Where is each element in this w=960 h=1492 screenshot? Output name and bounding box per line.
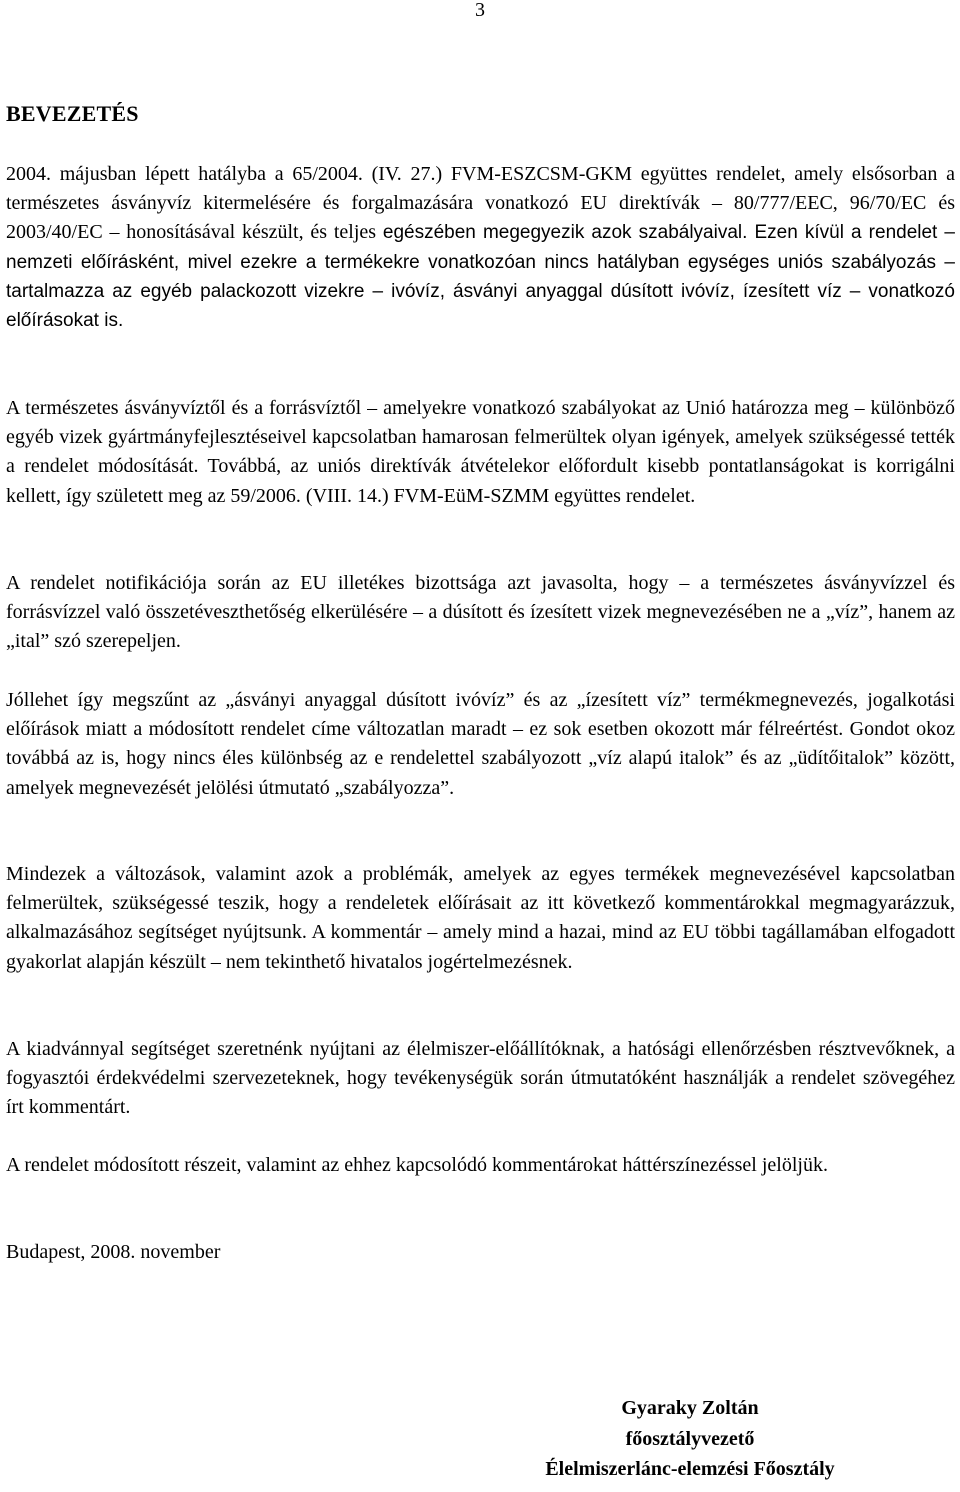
paragraph-intro-sans: egészében megegyezik azok szabályaival. Ezen kívül a rendelet – nemzeti előírásként, mivel ezekre a termékekre vonatkozóan nincs hatályban egységes uniós szabályozás – tartalmazza az egyéb palackozott vizekre – ivóvíz, ásványi anyaggal dúsított ivóvíz, ízesített víz – vonatkozó előírásokat is. <box>6 222 955 332</box>
page-title: BEVEZETÉS <box>6 101 139 126</box>
paragraph-intro <box>6 160 955 335</box>
signature-name: Gyaraky Zoltán <box>621 1397 759 1419</box>
signature-title: főosztályvezető <box>625 1427 755 1450</box>
paragraph-purpose: A kiadvánnyal segítséget szeretnénk nyújtani az élelmiszer-előállítóknak, a hatósági ellenőrzésben résztvevőknek, a fogyasztói érdekvédelmi szervezeteknek, hogy tevékenységük során útmutatóként használják a rendelet szövegéhez írt kommentárt. <box>6 1038 955 1119</box>
paragraph-commentary: Mindezek a változások, valamint azok a problémák, amelyek az egyes termékek megnevezésével kapcsolatban felmerültek, szükségessé teszik, hogy a rendeletek előírásait az itt következő kommentárokkal megmagyarázzuk, alkalmazásához segítséget nyújtsunk. A kommentár – amely mind a hazai, mind az EU többi tagállamában elfogadott gyakorlat alapján készült – nem tekinthető hivatalos jogértelmezésnek. <box>6 863 955 973</box>
page-number: 3 <box>475 0 485 21</box>
paragraph-marking: A rendelet módosított részeit, valamint az ehhez kapcsolódó kommentárokat háttérszínezéssel jelöljük. <box>6 1154 828 1176</box>
paragraph-intro-serif: 2004. májusban lépett hatályba a 65/2004. (IV. 27.) FVM-ESZCSM-GKM együttes rendelet, amely elsősorban a természetes ásványvíz kitermelésére és forgalmazására vonatkozó EU direktívák – 80/777/EEC, 96/70/EC és 2003/40/EC – honosításával készült, és teljes <box>6 163 955 244</box>
paragraph-amendment: A természetes ásványvíztől és a forrásvíztől – amelyekre vonatkozó szabályokat az Unió határozza meg – különböző egyéb vizek gyártmányfejlesztéseivel kapcsolatban hamarosan felmerültek olyan igények, amelyek szükségessé tették a rendelet módosítását. Továbbá, az uniós direktívák átvételekor előfordult kisebb pontatlanságokat is korrigálni kellett, így született meg az 59/2006. (VIII. 14.) FVM-EüM-SZMM együttes rendelet. <box>6 397 955 507</box>
signature-department: Élelmiszerlánc-elemzési Főosztály <box>545 1458 835 1480</box>
paragraph-notification: A rendelet notifikációja során az EU illetékes bizottsága azt javasolta, hogy – a természetes ásványvízzel és forrásvízzel való összetéveszthetőség elkerülésére – a dúsított és ízesített vizek megnevezésében ne a „víz”, hanem az „ital” szó szerepeljen. <box>6 572 955 653</box>
signature-block <box>500 1393 880 1485</box>
paragraph-naming: Jóllehet így megszűnt az „ásványi anyaggal dúsított ivóvíz” és az „ízesített víz” termékmegnevezés, jogalkotási előírások miatt a módosított rendelet címe változatlan maradt – ez sok esetben okozott már félreértést. Gondot okoz továbbá az is, hogy nincs éles különbség az e rendelettel szabályozott „víz alapú italok” és az „üdítőitalok” között, amelyek megnevezését jelölési útmutató „szabályozza”. <box>6 689 955 799</box>
date-line: Budapest, 2008. november <box>6 1241 221 1263</box>
